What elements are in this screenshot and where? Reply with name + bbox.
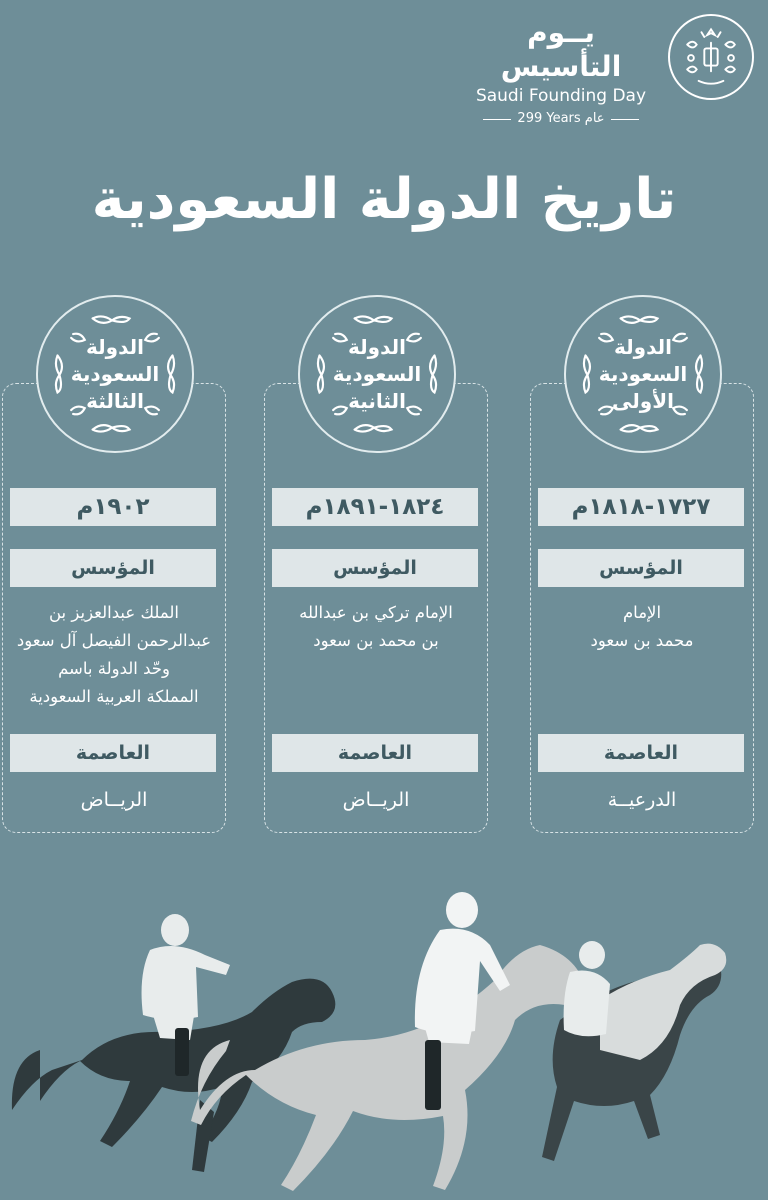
capital-label: العاصمة [10, 734, 216, 772]
state-seal [298, 295, 456, 453]
brand-years: 299 Years عام [517, 111, 605, 126]
founder-line: المملكة العربية السعودية [29, 687, 199, 706]
founder-line: وحّد الدولة باسم [58, 659, 170, 678]
founder-line: محمد بن سعود [590, 631, 694, 650]
page-title: تاريخ الدولة السعودية [91, 167, 677, 232]
state-name-line: الأولى [612, 388, 674, 413]
founder-label: المؤسس [272, 549, 478, 587]
state-column [0, 295, 228, 840]
founding-day-emblem-icon [668, 14, 754, 100]
state-name [38, 297, 192, 451]
brand-years-line [466, 111, 656, 127]
founder-text [268, 599, 484, 655]
state-name-line: الدولة [348, 334, 406, 359]
brand-title-english: Saudi Founding Day [475, 86, 647, 106]
state-column [528, 295, 756, 840]
state-seal [36, 295, 194, 453]
founder-line: الملك عبدالعزيز بن [48, 603, 180, 622]
founder-line: عبدالرحمن الفيصل آل سعود [16, 631, 212, 650]
founder-line: الإمام [622, 603, 662, 622]
horse-riders-illustration-icon [0, 880, 768, 1200]
divider [483, 119, 511, 120]
state-name-line: الثانية [348, 388, 406, 413]
founder-text [6, 599, 222, 711]
capital-label: العاصمة [272, 734, 478, 772]
state-name-line: السعودية [70, 361, 160, 386]
founding-day-logo [464, 14, 754, 126]
capital-text: الريــاض [342, 789, 410, 811]
founder-line: بن محمد بن سعود [313, 631, 439, 650]
state-name-line: الثالثة [86, 388, 144, 413]
founder-label: المؤسس [538, 549, 744, 587]
brand-title-arabic: يــوم التأسيس [500, 16, 622, 83]
capital-text: الدرعيــة [607, 789, 677, 811]
state-name [300, 297, 454, 451]
years-bar: ١٨٢٤-١٨٩١م [272, 488, 478, 526]
state-column [262, 295, 490, 840]
state-name-line: الدولة [614, 334, 672, 359]
divider [611, 119, 639, 120]
capital-text: الريــاض [80, 789, 148, 811]
state-seal [564, 295, 722, 453]
founder-line: الإمام تركي بن عبدالله [299, 603, 453, 622]
state-name-line: السعودية [332, 361, 422, 386]
state-name [566, 297, 720, 451]
state-name-line: السعودية [598, 361, 688, 386]
years-bar: ١٩٠٢م [10, 488, 216, 526]
founder-label: المؤسس [10, 549, 216, 587]
capital-label: العاصمة [538, 734, 744, 772]
brand-text [466, 16, 656, 127]
years-bar: ١٧٢٧-١٨١٨م [538, 488, 744, 526]
founder-text [534, 599, 750, 655]
state-name-line: الدولة [86, 334, 144, 359]
